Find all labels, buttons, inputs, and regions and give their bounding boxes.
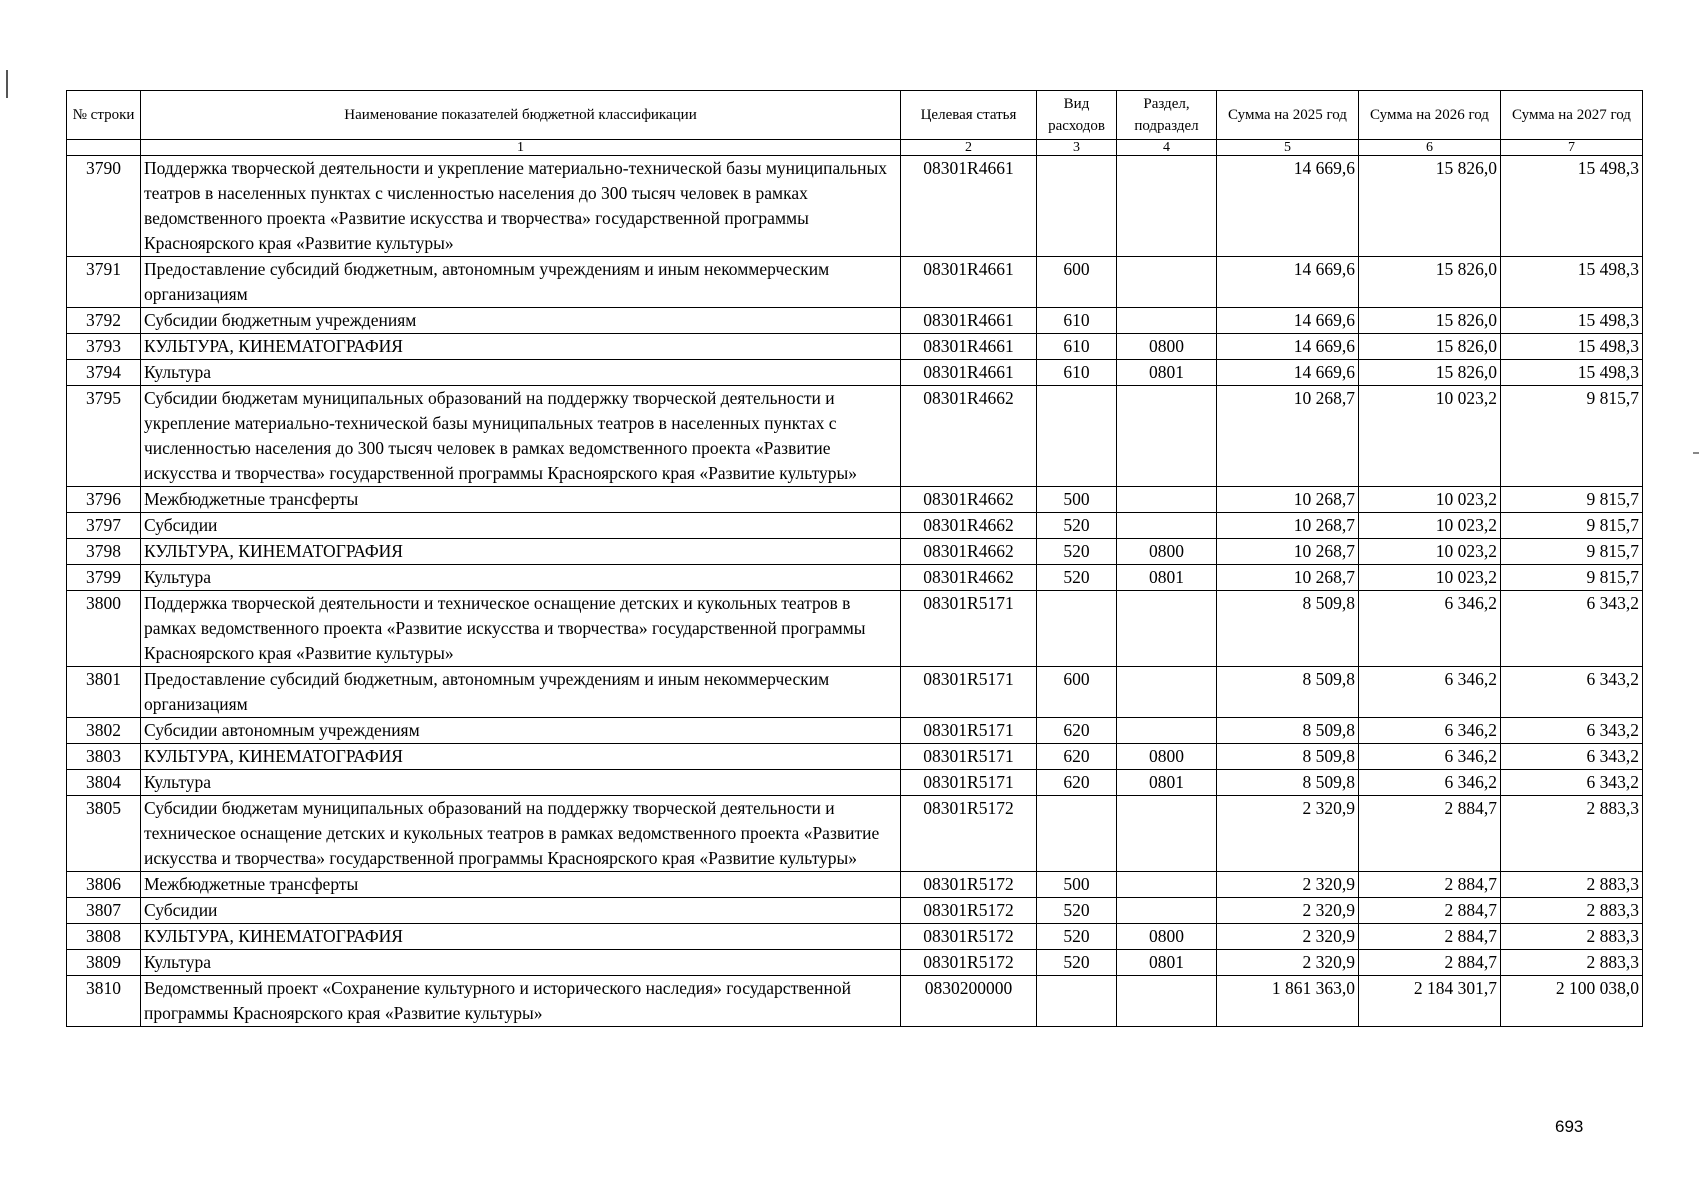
sum-2027-cell: 2 100 038,0 <box>1501 976 1643 1027</box>
header-name: Наименование показателей бюджетной классификации <box>141 91 901 140</box>
header-section: Раздел, подраздел <box>1117 91 1217 140</box>
sum-2025-cell: 14 669,6 <box>1217 156 1359 257</box>
sum-2025-cell: 2 320,9 <box>1217 872 1359 898</box>
expense-kind-cell: 520 <box>1037 950 1117 976</box>
sum-2026-cell: 10 023,2 <box>1359 513 1501 539</box>
sum-2025-cell: 2 320,9 <box>1217 950 1359 976</box>
expense-kind-cell: 520 <box>1037 539 1117 565</box>
indicator-name-cell: КУЛЬТУРА, КИНЕМАТОГРАФИЯ <box>141 924 901 950</box>
expense-kind-cell <box>1037 591 1117 667</box>
sum-2027-cell: 6 343,2 <box>1501 744 1643 770</box>
sum-2026-cell: 15 826,0 <box>1359 334 1501 360</box>
header-num: № строки <box>67 91 141 140</box>
indicator-name-cell: Субсидии бюджетам муниципальных образований на поддержку творческой деятельности и техническое оснащение детских и кукольных театров в рамках ведомственного проекта «Развитие искусства и творчества» государственной программы Красноярского края «Развитие культуры» <box>141 796 901 872</box>
sum-2027-cell: 6 343,2 <box>1501 591 1643 667</box>
row-number-cell: 3792 <box>67 308 141 334</box>
row-number-cell: 3791 <box>67 257 141 308</box>
row-number-cell: 3805 <box>67 796 141 872</box>
scan-artifact-mark <box>6 70 8 98</box>
row-number-cell: 3806 <box>67 872 141 898</box>
target-article-cell: 08301R5171 <box>901 770 1037 796</box>
indicator-name-cell: Субсидии бюджетам муниципальных образований на поддержку творческой деятельности и укрепление материально-технической базы муниципальных театров в населенных пунктах с численностью населения до 300 тысяч человек в рамках ведомственного проекта «Развитие искусства и творчества» государственной программы Красноярского края «Развитие культуры» <box>141 386 901 487</box>
sum-2026-cell: 6 346,2 <box>1359 591 1501 667</box>
indicator-name-cell: Поддержка творческой деятельности и техническое оснащение детских и кукольных театров в рамках ведомственного проекта «Развитие искусства и творчества» государственной программы Красноярского края «Развитие культуры» <box>141 591 901 667</box>
target-article-cell: 08301R5171 <box>901 591 1037 667</box>
row-number-cell: 3809 <box>67 950 141 976</box>
indicator-name-cell: Субсидии автономным учреждениям <box>141 718 901 744</box>
indicator-name-cell: Субсидии <box>141 513 901 539</box>
expense-kind-cell: 620 <box>1037 770 1117 796</box>
sum-2026-cell: 2 884,7 <box>1359 950 1501 976</box>
sum-2027-cell: 2 883,3 <box>1501 898 1643 924</box>
scan-artifact-dash <box>1693 452 1699 454</box>
indicator-name-cell: Культура <box>141 565 901 591</box>
row-number-cell: 3795 <box>67 386 141 487</box>
table-row <box>67 487 1643 513</box>
indicator-name-cell: Предоставление субсидий бюджетным, автономным учреждениям и иным некоммерческим организациям <box>141 667 901 718</box>
sum-2025-cell: 10 268,7 <box>1217 487 1359 513</box>
section-cell <box>1117 487 1217 513</box>
sum-2026-cell: 10 023,2 <box>1359 386 1501 487</box>
sum-2026-cell: 15 826,0 <box>1359 156 1501 257</box>
table-row <box>67 976 1643 1027</box>
sum-2027-cell: 6 343,2 <box>1501 718 1643 744</box>
target-article-cell: 08301R4662 <box>901 386 1037 487</box>
row-number-cell: 3803 <box>67 744 141 770</box>
sum-2027-cell: 6 343,2 <box>1501 770 1643 796</box>
column-index: 4 <box>1117 140 1217 156</box>
sum-2025-cell: 8 509,8 <box>1217 770 1359 796</box>
column-index <box>67 140 141 156</box>
target-article-cell: 08301R5172 <box>901 872 1037 898</box>
indicator-name-cell: Субсидии бюджетным учреждениям <box>141 308 901 334</box>
sum-2025-cell: 10 268,7 <box>1217 565 1359 591</box>
expense-kind-cell: 500 <box>1037 872 1117 898</box>
section-cell <box>1117 976 1217 1027</box>
expense-kind-cell: 610 <box>1037 308 1117 334</box>
indicator-name-cell: Культура <box>141 770 901 796</box>
sum-2026-cell: 10 023,2 <box>1359 487 1501 513</box>
table-row <box>67 950 1643 976</box>
table-row <box>67 360 1643 386</box>
target-article-cell: 08301R5172 <box>901 924 1037 950</box>
indicator-name-cell: Культура <box>141 950 901 976</box>
expense-kind-cell: 610 <box>1037 334 1117 360</box>
column-index-row <box>67 140 1643 156</box>
expense-kind-cell: 600 <box>1037 257 1117 308</box>
table-row <box>67 386 1643 487</box>
table-row <box>67 872 1643 898</box>
section-cell: 0801 <box>1117 360 1217 386</box>
sum-2027-cell: 15 498,3 <box>1501 334 1643 360</box>
sum-2026-cell: 10 023,2 <box>1359 565 1501 591</box>
sum-2027-cell: 15 498,3 <box>1501 257 1643 308</box>
sum-2027-cell: 15 498,3 <box>1501 156 1643 257</box>
target-article-cell: 08301R4661 <box>901 360 1037 386</box>
expense-kind-cell: 520 <box>1037 565 1117 591</box>
sum-2026-cell: 2 884,7 <box>1359 898 1501 924</box>
section-cell: 0801 <box>1117 565 1217 591</box>
expense-kind-cell: 600 <box>1037 667 1117 718</box>
sum-2026-cell: 6 346,2 <box>1359 770 1501 796</box>
sum-2027-cell: 9 815,7 <box>1501 487 1643 513</box>
target-article-cell: 08301R5171 <box>901 718 1037 744</box>
table-row <box>67 565 1643 591</box>
sum-2026-cell: 6 346,2 <box>1359 744 1501 770</box>
expense-kind-cell <box>1037 386 1117 487</box>
indicator-name-cell: Культура <box>141 360 901 386</box>
table-row <box>67 334 1643 360</box>
sum-2027-cell: 15 498,3 <box>1501 308 1643 334</box>
expense-kind-cell <box>1037 156 1117 257</box>
sum-2025-cell: 14 669,6 <box>1217 334 1359 360</box>
sum-2026-cell: 2 884,7 <box>1359 796 1501 872</box>
indicator-name-cell: Ведомственный проект «Сохранение культурного и исторического наследия» государственной программы Красноярского края «Развитие культуры» <box>141 976 901 1027</box>
header-kind: Вид расходов <box>1037 91 1117 140</box>
expense-kind-cell: 500 <box>1037 487 1117 513</box>
target-article-cell: 08301R5171 <box>901 744 1037 770</box>
sum-2027-cell: 9 815,7 <box>1501 513 1643 539</box>
header-sum-2026: Сумма на 2026 год <box>1359 91 1501 140</box>
target-article-cell: 08301R4662 <box>901 513 1037 539</box>
sum-2025-cell: 10 268,7 <box>1217 513 1359 539</box>
indicator-name-cell: Межбюджетные трансферты <box>141 872 901 898</box>
indicator-name-cell: Предоставление субсидий бюджетным, автономным учреждениям и иным некоммерческим организациям <box>141 257 901 308</box>
sum-2027-cell: 2 883,3 <box>1501 796 1643 872</box>
sum-2026-cell: 10 023,2 <box>1359 539 1501 565</box>
expense-kind-cell: 520 <box>1037 513 1117 539</box>
section-cell <box>1117 718 1217 744</box>
expense-kind-cell <box>1037 976 1117 1027</box>
sum-2027-cell: 9 815,7 <box>1501 386 1643 487</box>
row-number-cell: 3790 <box>67 156 141 257</box>
target-article-cell: 08301R4661 <box>901 334 1037 360</box>
budget-table <box>66 90 1643 1027</box>
expense-kind-cell: 620 <box>1037 744 1117 770</box>
section-cell <box>1117 591 1217 667</box>
row-number-cell: 3801 <box>67 667 141 718</box>
table-row <box>67 667 1643 718</box>
table-row <box>67 770 1643 796</box>
sum-2025-cell: 8 509,8 <box>1217 718 1359 744</box>
section-cell: 0801 <box>1117 770 1217 796</box>
sum-2025-cell: 10 268,7 <box>1217 386 1359 487</box>
indicator-name-cell: Межбюджетные трансферты <box>141 487 901 513</box>
section-cell <box>1117 386 1217 487</box>
expense-kind-cell: 610 <box>1037 360 1117 386</box>
table-row <box>67 796 1643 872</box>
row-number-cell: 3798 <box>67 539 141 565</box>
sum-2026-cell: 15 826,0 <box>1359 360 1501 386</box>
sum-2025-cell: 2 320,9 <box>1217 898 1359 924</box>
section-cell <box>1117 667 1217 718</box>
target-article-cell: 08301R4661 <box>901 308 1037 334</box>
header-sum-2027: Сумма на 2027 год <box>1501 91 1643 140</box>
sum-2025-cell: 2 320,9 <box>1217 796 1359 872</box>
row-number-cell: 3796 <box>67 487 141 513</box>
indicator-name-cell: КУЛЬТУРА, КИНЕМАТОГРАФИЯ <box>141 539 901 565</box>
section-cell: 0800 <box>1117 924 1217 950</box>
indicator-name-cell: Субсидии <box>141 898 901 924</box>
sum-2025-cell: 10 268,7 <box>1217 539 1359 565</box>
table-body <box>67 156 1643 1027</box>
sum-2026-cell: 15 826,0 <box>1359 257 1501 308</box>
header-row <box>67 91 1643 140</box>
expense-kind-cell <box>1037 796 1117 872</box>
section-cell: 0800 <box>1117 334 1217 360</box>
row-number-cell: 3802 <box>67 718 141 744</box>
column-index: 3 <box>1037 140 1117 156</box>
target-article-cell: 08301R4661 <box>901 257 1037 308</box>
section-cell <box>1117 257 1217 308</box>
target-article-cell: 08301R4662 <box>901 565 1037 591</box>
indicator-name-cell: КУЛЬТУРА, КИНЕМАТОГРАФИЯ <box>141 334 901 360</box>
sum-2025-cell: 14 669,6 <box>1217 360 1359 386</box>
sum-2025-cell: 14 669,6 <box>1217 308 1359 334</box>
row-number-cell: 3793 <box>67 334 141 360</box>
indicator-name-cell: Поддержка творческой деятельности и укрепление материально-технической базы муниципальных театров в населенных пунктах с численностью населения до 300 тысяч человек в рамках ведомственного проекта «Развитие искусства и творчества» государственной программы Красноярского края «Развитие культуры» <box>141 156 901 257</box>
header-target: Целевая статья <box>901 91 1037 140</box>
sum-2026-cell: 6 346,2 <box>1359 667 1501 718</box>
table-row <box>67 257 1643 308</box>
column-index: 6 <box>1359 140 1501 156</box>
column-index: 1 <box>141 140 901 156</box>
table-row <box>67 591 1643 667</box>
table-row <box>67 898 1643 924</box>
section-cell <box>1117 308 1217 334</box>
column-index: 5 <box>1217 140 1359 156</box>
row-number-cell: 3794 <box>67 360 141 386</box>
row-number-cell: 3807 <box>67 898 141 924</box>
table-row <box>67 744 1643 770</box>
sum-2026-cell: 2 884,7 <box>1359 872 1501 898</box>
expense-kind-cell: 520 <box>1037 898 1117 924</box>
target-article-cell: 0830200000 <box>901 976 1037 1027</box>
sum-2026-cell: 15 826,0 <box>1359 308 1501 334</box>
target-article-cell: 08301R4662 <box>901 539 1037 565</box>
row-number-cell: 3800 <box>67 591 141 667</box>
target-article-cell: 08301R5171 <box>901 667 1037 718</box>
section-cell <box>1117 156 1217 257</box>
sum-2027-cell: 15 498,3 <box>1501 360 1643 386</box>
sum-2025-cell: 8 509,8 <box>1217 667 1359 718</box>
table-row <box>67 308 1643 334</box>
section-cell <box>1117 872 1217 898</box>
indicator-name-cell: КУЛЬТУРА, КИНЕМАТОГРАФИЯ <box>141 744 901 770</box>
sum-2027-cell: 2 883,3 <box>1501 950 1643 976</box>
page-number: 693 <box>1555 1117 1584 1136</box>
section-cell <box>1117 513 1217 539</box>
target-article-cell: 08301R5172 <box>901 796 1037 872</box>
sum-2027-cell: 9 815,7 <box>1501 565 1643 591</box>
target-article-cell: 08301R4661 <box>901 156 1037 257</box>
section-cell: 0801 <box>1117 950 1217 976</box>
table-row <box>67 156 1643 257</box>
expense-kind-cell: 520 <box>1037 924 1117 950</box>
table-row <box>67 539 1643 565</box>
header-sum-2025: Сумма на 2025 год <box>1217 91 1359 140</box>
sum-2025-cell: 14 669,6 <box>1217 257 1359 308</box>
sum-2025-cell: 1 861 363,0 <box>1217 976 1359 1027</box>
section-cell <box>1117 898 1217 924</box>
row-number-cell: 3799 <box>67 565 141 591</box>
table-row <box>67 718 1643 744</box>
target-article-cell: 08301R5172 <box>901 950 1037 976</box>
sum-2025-cell: 2 320,9 <box>1217 924 1359 950</box>
table-row <box>67 924 1643 950</box>
expense-kind-cell: 620 <box>1037 718 1117 744</box>
row-number-cell: 3810 <box>67 976 141 1027</box>
target-article-cell: 08301R4662 <box>901 487 1037 513</box>
column-index: 2 <box>901 140 1037 156</box>
sum-2027-cell: 2 883,3 <box>1501 872 1643 898</box>
row-number-cell: 3797 <box>67 513 141 539</box>
sum-2025-cell: 8 509,8 <box>1217 744 1359 770</box>
column-index: 7 <box>1501 140 1643 156</box>
section-cell <box>1117 796 1217 872</box>
target-article-cell: 08301R5172 <box>901 898 1037 924</box>
sum-2027-cell: 2 883,3 <box>1501 924 1643 950</box>
sum-2026-cell: 2 184 301,7 <box>1359 976 1501 1027</box>
section-cell: 0800 <box>1117 744 1217 770</box>
sum-2026-cell: 2 884,7 <box>1359 924 1501 950</box>
section-cell: 0800 <box>1117 539 1217 565</box>
row-number-cell: 3808 <box>67 924 141 950</box>
table-row <box>67 513 1643 539</box>
row-number-cell: 3804 <box>67 770 141 796</box>
sum-2027-cell: 9 815,7 <box>1501 539 1643 565</box>
sum-2026-cell: 6 346,2 <box>1359 718 1501 744</box>
sum-2027-cell: 6 343,2 <box>1501 667 1643 718</box>
sum-2025-cell: 8 509,8 <box>1217 591 1359 667</box>
